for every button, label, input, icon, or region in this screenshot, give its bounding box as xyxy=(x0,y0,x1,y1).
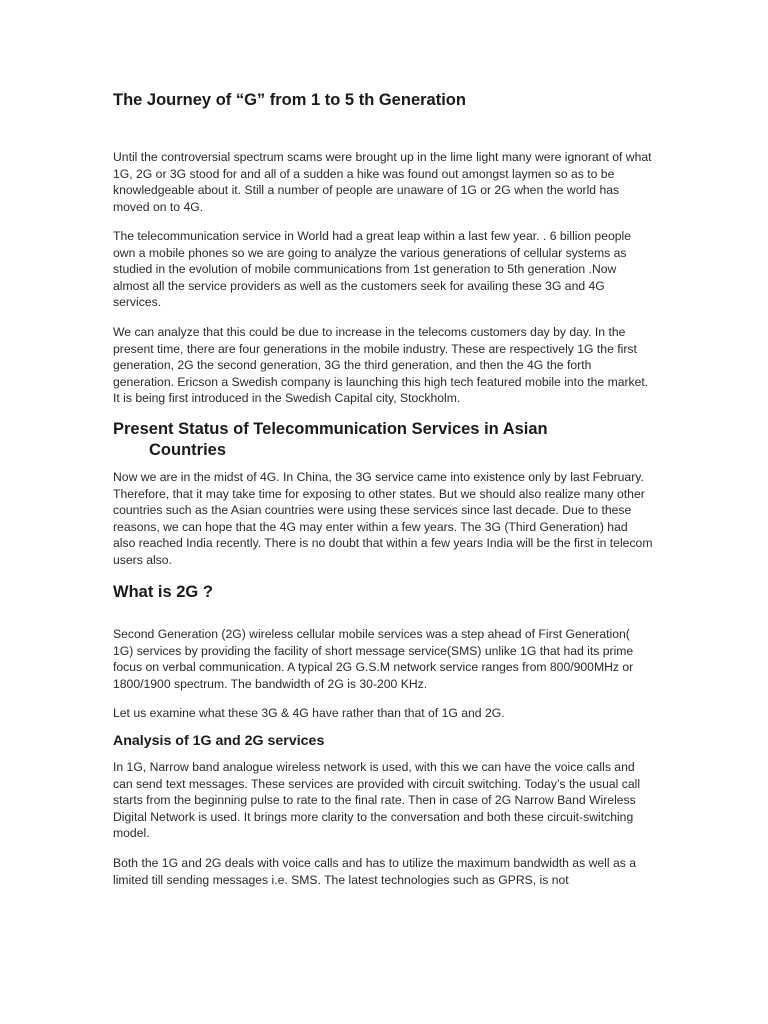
section-heading-analysis: Analysis of 1G and 2G services xyxy=(113,733,325,749)
intro-paragraph-1: Until the controversial spectrum scams were brought up in the lime light many were ignorant of what 1G, 2G or 3G stood for and all of a sudden a hike was found out amongst laymen so as to be knowledgeable about it. Still a number of people are unaware of 1G or 2G when the world has moved on to 4G. xyxy=(113,150,652,214)
section-heading-2g: What is 2G ? xyxy=(113,583,213,601)
2g-paragraph-1: Second Generation (2G) wireless cellular mobile services was a step ahead of First Generation( 1G) services by providing the facility of short message service(SMS) unlike 1G that had its prime focus on verbal communication. A typical 2G G.S.M network service ranges from 800/900MHz or 1800/1900 spectrum. The bandwidth of 2G is 30-200 KHz. xyxy=(113,627,634,691)
section-heading-asian-line2: Countries xyxy=(149,441,227,459)
section-heading-asian-line1: Present Status of Telecommunication Services in Asian xyxy=(113,420,548,438)
section-heading-asian xyxy=(113,419,653,461)
analysis-paragraph-1: In 1G, Narrow band analogue wireless network is used, with this we can have the voice calls and can send text messages. These services are provided with circuit switching. Today’s the usual call starts from the beginning pulse to rate to the final rate. Then in case of 2G Narrow Band Wireless Digital Network is used. It brings more clarity to the conversation and both these circuit-switching model. xyxy=(113,760,641,840)
asian-paragraph: Now we are in the midst of 4G. In China, the 3G service came into existence only by last February. Therefore, that it may take time for exposing to other states. But we should also realize many other countries such as the Asian countries were using these services since last decade. Due to these reasons, we can hope that the 4G may enter within a few years. The 3G (Third Generation) had also reached India recently. There is no doubt that within a few years India will be the first in telecom users also. xyxy=(113,470,653,567)
intro-paragraph-3: We can analyze that this could be due to increase in the telecoms customers day by day. In the present time, there are four generations in the mobile industry. These are respectively 1G the first generation, 2G the second generation, 3G the third generation, and then the 4G the forth generation. Ericson a Swedish company is launching this high tech featured mobile into the market. It is being first introduced in the Swedish Capital city, Stockholm. xyxy=(113,325,649,405)
analysis-paragraph-2: Both the 1G and 2G deals with voice calls and has to utilize the maximum bandwidth as well as a limited till sending messages i.e. SMS. The latest technologies such as GPRS, is not xyxy=(113,856,636,887)
document-title: The Journey of “G” from 1 to 5 th Generation xyxy=(113,91,466,109)
2g-paragraph-2: Let us examine what these 3G & 4G have rather than that of 1G and 2G. xyxy=(113,706,505,720)
intro-paragraph-2: The telecommunication service in World had a great leap within a last few year. . 6 billion people own a mobile phones so we are going to analyze the various generations of cellular systems as studied in the evolution of mobile communications from 1st generation to 5th generation .Now almost all the service providers as well as the customers seek for availing these 3G and 4G services. xyxy=(113,229,632,309)
